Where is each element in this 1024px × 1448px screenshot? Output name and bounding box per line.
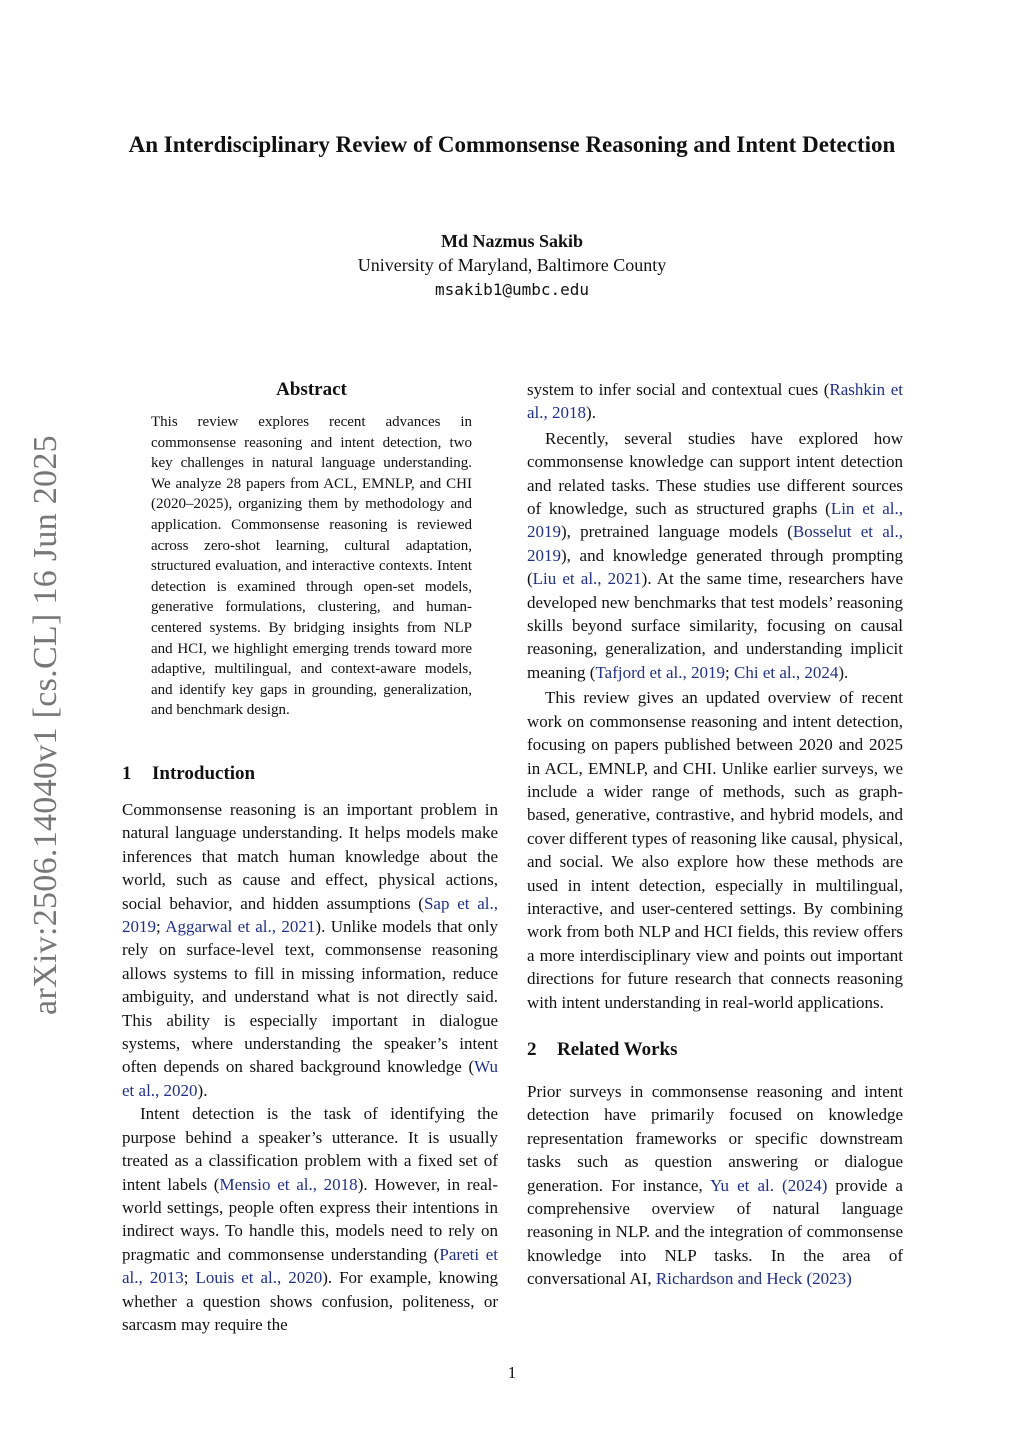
- intro-paragraph-1: Commonsense reasoning is an important problem in natural language understanding. It helps models make inferences that match human knowledge about the world, such as cause and effect, physical actions, social behavior, and hidden assumptions (Sap et al., 2019; Aggarwal et al., 2021). Unlike models that only rely on surface-level text, commonsense reasoning allows systems to fill in missing information, reduce ambiguity, and understand what is not directly said. This ability is especially important in dialogue systems, where understanding the speaker’s intent often depends on shared background knowledge (Wu et al., 2020).: [122, 800, 498, 1100]
- page-number: 1: [507, 1363, 517, 1382]
- citation-link[interactable]: Aggarwal et al., 2021: [165, 917, 316, 937]
- section-number: 2: [527, 1038, 537, 1060]
- section-heading-related-works: [527, 1038, 903, 1062]
- intro-paragraph-3: Recently, several studies have explored how commonsense knowledge can support intent detection and related tasks. These studies use different sources of knowledge, such as structured graphs (Lin et al., 2019), pretrained language models (Bosselut et al., 2019), and knowledge generated through prompting (Liu et al., 2021). At the same time, researchers have developed new benchmarks that test models’ reasoning skills beyond surface similarity, focusing on causal reasoning, generalization, and understanding implicit meaning (Tafjord et al., 2019; Chi et al., 2024).: [527, 428, 903, 682]
- abstract-text: This review explores recent advances in commonsense reasoning and intent detection, two key challenges in natural language understanding. We analyze 28 papers from ACL, EMNLP, and CHI (2020–2025), organizing them by methodology and application. Commonsense reasoning is reviewed across zero-shot learning, cultural adaptation, structured evaluation, and interactive contexts. Intent detection is examined through open-set models, generative formulations, clustering, and human-centered systems. By bridging insights from NLP and HCI, we highlight emerging trends toward more adaptive, multilingual, and context-aware models, and identify key gaps in grounding, generalization, and benchmark design.: [151, 414, 472, 719]
- citation-link[interactable]: Bosselut et al., 2019: [527, 522, 903, 565]
- right-column: [527, 378, 903, 1291]
- abstract: [151, 378, 472, 721]
- citation-link[interactable]: Chi et al., 2024: [734, 662, 839, 682]
- intro-paragraph-4: This review gives an updated overview of recent work on commonsense reasoning and intent detection, focusing on papers published between 2020 and 2025 in ACL, EMNLP, and CHI. Unlike earlier surveys, we include a wider range of methods, such as graph-based, generative, contrastive, and hybrid models, and cover different types of reasoning like causal, physical, and social. We also explore how these methods are used in intent detection, especially in multilingual, interactive, and user-centered settings. By combining work from both NLP and HCI fields, this review offers a more interdisciplinary view and points out important directions for future research that connects reasoning with intent understanding in real-world applications.: [527, 688, 903, 1012]
- section-heading-introduction: [122, 762, 498, 786]
- related-paragraph-1: Prior surveys in commonsense reasoning and intent detection have primarily focused on knowledge representation frameworks or specific downstream tasks such as question answering or dialogue generation. For instance, Yu et al. (2024) provide a comprehensive overview of natural language reasoning in NLP. and the integration of commonsense knowledge into NLP tasks. In the area of conversational AI, Richardson and Heck (2023): [527, 1081, 903, 1289]
- citation-link[interactable]: Lin et al., 2019: [527, 499, 903, 542]
- citation-link[interactable]: Rashkin et al., 2018: [527, 380, 903, 423]
- citation-link[interactable]: Yu et al. (2024): [710, 1175, 828, 1195]
- author-email: msakib1@umbc.edu: [434, 280, 590, 299]
- author-affiliation: University of Maryland, Baltimore County: [357, 255, 667, 275]
- abstract-heading: Abstract: [276, 379, 347, 400]
- citation-link[interactable]: Sap et al., 2019: [122, 893, 498, 937]
- citation-link[interactable]: Liu et al., 2021: [532, 569, 642, 589]
- paper-title: An Interdisciplinary Review of Commonsense Reasoning and Intent Detection: [128, 132, 896, 157]
- intro-paragraph-2: Intent detection is the task of identifying the purpose behind a speaker’s utterance. It is usually treated as a classification problem with a fixed set of intent labels (Mensio et al., 2018). However, in real-world settings, people often express their intentions in indirect ways. To handle this, models need to rely on pragmatic and commonsense understanding (Pareti et al., 2013; Louis et al., 2020). For example, knowing whether a question shows confusion, politeness, or sarcasm may require the: [122, 1104, 499, 1334]
- arxiv-identifier-stamp: arXiv:2506.14040v1 [cs.CL] 16 Jun 2025: [27, 435, 64, 1015]
- author-name: Md Nazmus Sakib: [440, 231, 584, 251]
- citation-link[interactable]: Tafjord et al., 2019: [595, 662, 726, 682]
- citation-link[interactable]: Richardson and Heck (2023): [655, 1269, 852, 1289]
- citation-link[interactable]: Mensio et al., 2018: [219, 1174, 358, 1194]
- section-title: Introduction: [152, 763, 256, 784]
- citation-link[interactable]: Wu et al., 2020: [122, 1057, 498, 1100]
- left-column: [122, 762, 498, 1336]
- author-block: [200, 229, 824, 303]
- section-number: 1: [122, 763, 132, 784]
- citation-link[interactable]: Pareti et al., 2013: [122, 1244, 498, 1288]
- intro-paragraph-2-continued: system to infer social and contextual cues (Rashkin et al., 2018).: [527, 380, 903, 423]
- citation-link[interactable]: Louis et al., 2020: [195, 1268, 323, 1288]
- section-title: Related Works: [557, 1038, 678, 1060]
